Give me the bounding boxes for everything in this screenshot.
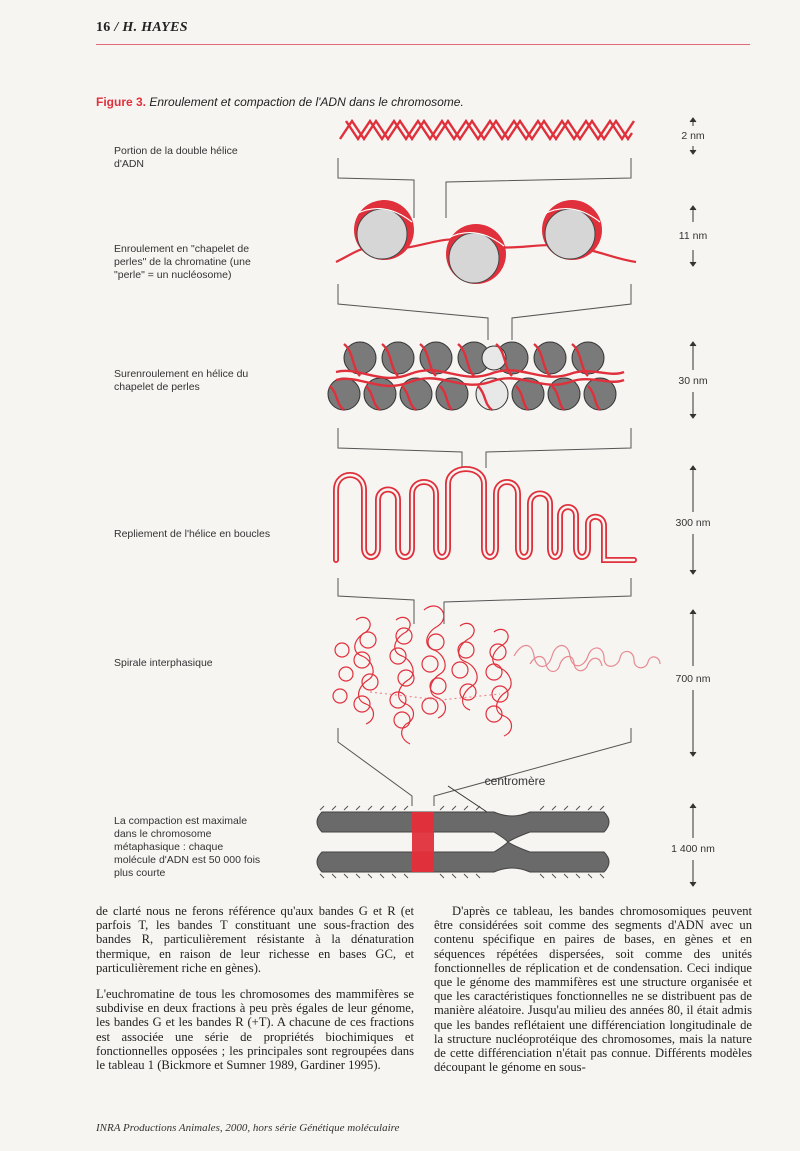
label-solenoid: Surenroulement en hélice du chapelet de perles bbox=[114, 368, 249, 393]
label-double-helix: Portion de la double hélice d'ADN bbox=[114, 145, 238, 170]
highlight-band-upper bbox=[412, 812, 434, 832]
connector-4 bbox=[338, 578, 631, 624]
connector-2 bbox=[338, 284, 631, 340]
nucleosome-2 bbox=[446, 224, 506, 284]
author: / H. HAYES bbox=[114, 20, 188, 35]
nucleosome-3 bbox=[542, 200, 602, 260]
spiral-column-1 bbox=[333, 617, 378, 724]
connector-3 bbox=[338, 428, 631, 468]
body-column-left bbox=[96, 904, 414, 1072]
metaphase-chromosome bbox=[317, 806, 609, 878]
paragraph: D'après ce tableau, les bandes chromosomiques peuvent être considérées soit comme des segments d'ADN avec un contenu spécifique en paires de bases, en gènes et en séquences répétées dispersées, soit comme des unités fonctionnelles de réplication et de condensation. Ceci indique que le génome des mammifères est une structure organisée et que les caractéristiques fonctionnelles ne se distribuent pas de manière aléatoire. Jusqu'au milieu des années 80, il était admis que les bandes reflétaient une différenciation longitudinale de la structure nucléoprotéique des chromosomes, mais la nature de cette différenciation n'était pas connue. Différents modèles découpant le génome en sous- bbox=[434, 904, 752, 1075]
figure-title: Enroulement et compaction de l'ADN dans le chromosome. bbox=[149, 95, 464, 109]
interphase-spiral bbox=[333, 606, 660, 744]
label-beads-on-string: Enroulement en "chapelet de perles" de la chromatine (une "perle" = un nucléosome) bbox=[114, 243, 251, 281]
size-1400nm: 1 400 nm bbox=[671, 843, 715, 855]
page-number: 16 bbox=[96, 20, 111, 35]
spiral-column-2 bbox=[390, 617, 414, 744]
solenoid-30nm bbox=[328, 342, 624, 410]
spiral-unfolding bbox=[514, 646, 660, 672]
spiral-column-5 bbox=[486, 629, 512, 736]
dna-double-helix bbox=[340, 121, 634, 139]
size-700nm: 700 nm bbox=[675, 673, 711, 685]
label-interphase-spiral: Spirale interphasique bbox=[114, 657, 213, 669]
size-300nm: 300 nm bbox=[675, 517, 711, 529]
body-column-right bbox=[434, 904, 752, 1074]
connector-5 bbox=[338, 728, 631, 806]
footer: INRA Productions Animales, 2000, hors série Génétique moléculaire bbox=[96, 1122, 400, 1134]
label-loops: Repliement de l'hélice en boucles bbox=[114, 528, 271, 540]
size-2nm: 2 nm bbox=[681, 130, 705, 142]
label-metaphase: La compaction est maximale dans le chromosome métaphasique : chaque molécule d'ADN est 50 000 fois plus courte bbox=[114, 815, 261, 879]
paragraph: L'euchromatine de tous les chromosomes des mammifères se subdivise en deux fractions à peu près égales de leur génome, les bandes G et les bandes R (+T). A chacune de ces fractions est associée une série de propriétés biochimiques et fonctionnelles opposées ; les principales sont regroupées dans le tableau 1 (Bickmore et Sumner 1989, Gardiner 1995). bbox=[96, 987, 414, 1073]
centromere-label: centromère bbox=[484, 774, 546, 788]
beads-on-string bbox=[336, 200, 636, 284]
nucleosome-1 bbox=[354, 200, 414, 260]
paragraph: de clarté nous ne ferons référence qu'aux bandes G et R (et parfois T, les bandes T constituant une sous-fraction des bandes R, particulièrement résistante à la dénaturation thermique, en raison de leur richesse en bases GC, et particulièrement riche en gènes). bbox=[96, 904, 414, 975]
size-30nm: 30 nm bbox=[678, 375, 708, 387]
spiral-column-3 bbox=[422, 606, 446, 718]
size-11nm: 11 nm bbox=[678, 230, 708, 242]
figure-label: Figure 3. bbox=[96, 95, 147, 109]
highlight-band-lower bbox=[412, 852, 434, 872]
looped-domains bbox=[336, 469, 634, 560]
